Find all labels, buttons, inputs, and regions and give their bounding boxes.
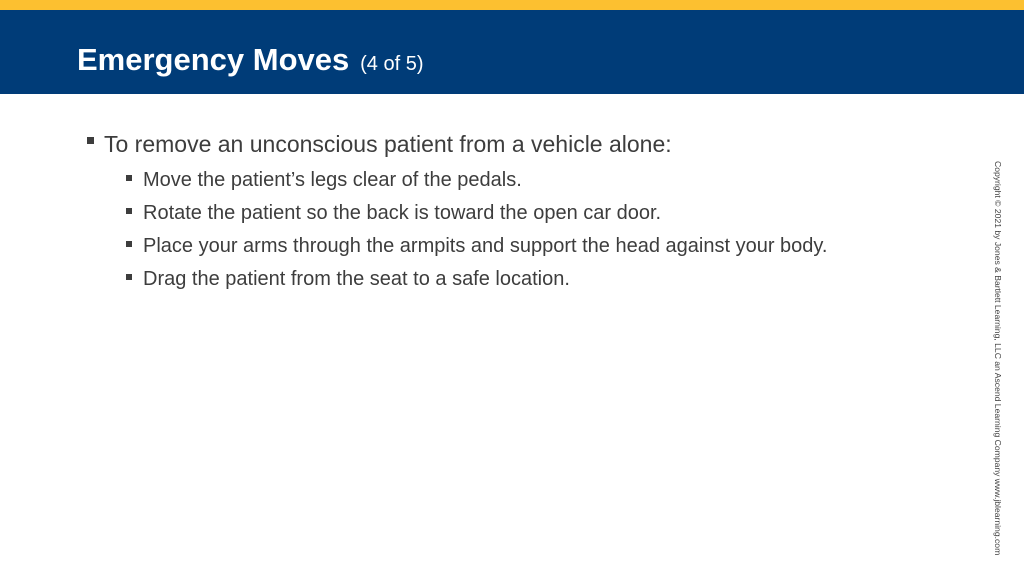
accent-stripe [0,0,1024,10]
bullet-list [86,128,827,296]
sub-bullet-text: Place your arms through the armpits and support the head against your body. [143,235,828,257]
title-bar [0,10,1024,94]
slide-title [77,41,423,78]
bullet-text: To remove an unconscious patient from a vehicle alone: [104,131,672,157]
sub-bullet-text: Rotate the patient so the back is toward the open car door. [143,202,662,224]
copyright-notice: Copyright © 2021 by Jones & Bartlett Learning, LLC an Ascend Learning Company www.jblearning.com [993,161,1003,556]
square-bullet-icon [126,241,132,247]
title-page-indicator: (4 of 5) [360,53,424,75]
square-bullet-icon [87,137,94,144]
sub-bullet-text: Move the patient’s legs clear of the pedals. [143,169,522,191]
title-text: Emergency Moves [77,42,350,77]
sub-bullet-item [125,164,827,197]
sub-bullet-item [125,263,827,296]
sub-bullet-list [104,164,827,296]
sub-bullet-text: Drag the patient from the seat to a safe location. [143,268,570,290]
sub-bullet-item [125,230,827,263]
square-bullet-icon [126,274,132,280]
square-bullet-icon [126,208,132,214]
bullet-item [86,128,827,296]
sub-bullet-item [125,197,827,230]
square-bullet-icon [126,175,132,181]
